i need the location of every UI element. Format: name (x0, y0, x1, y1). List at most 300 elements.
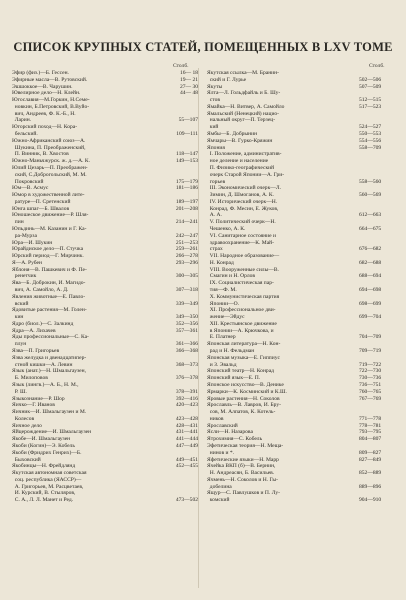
entry-title: новкин, Б.Петровский, В.Вуйо- (12, 103, 90, 110)
entry-title: Яичко—Г. Иванов (12, 402, 55, 409)
entry-columns: 722—730 (359, 368, 382, 375)
index-entry (207, 104, 393, 111)
index-entry (12, 97, 198, 104)
index-entry (12, 226, 198, 233)
entry-title: Юра—И. Шукин (12, 239, 53, 246)
index-entry (207, 307, 393, 314)
index-entry (12, 436, 198, 443)
entry-columns: 904—910 (359, 497, 382, 504)
entry-columns: 357—361 (175, 327, 198, 334)
entry-title: Ямчары—В. Гурко-Кряжин (207, 137, 273, 144)
entry-title: Ядовитые растения—М. Голен- (12, 307, 87, 314)
entry-title: Яды профессиональные—С. Ка- (12, 334, 89, 341)
index-entry (207, 375, 393, 382)
entry-columns: 793—795 (359, 429, 382, 436)
index-entry (12, 199, 198, 206)
entry-title: соц. республика (ЯАССР)— (12, 476, 82, 483)
index-entry (207, 179, 393, 186)
index-entry (207, 84, 393, 91)
entry-columns: 339—349 (175, 300, 198, 307)
index-entry (207, 199, 393, 206)
entry-title: П. Винник, В. Хвостов (12, 151, 69, 158)
index-entry (207, 253, 393, 260)
entry-title: Зимин, Д. Шмоганов, А. К. (207, 192, 274, 199)
index-entry (12, 402, 198, 409)
index-entry (12, 124, 198, 131)
entry-title: Ямбы—Б. Добрынин (207, 131, 258, 138)
entry-title: вич, А. Самойло, А. Д. (12, 287, 69, 293)
index-entry (12, 470, 198, 477)
entry-title: Южно-Африканский союз—А. (12, 137, 86, 144)
entry-title: Ямайка—Н. Витвер, А. Самойло (207, 103, 285, 110)
entry-title: Ювелирное дело—Н. Клейн. (12, 90, 81, 97)
entry-columns: 558—709 (359, 144, 382, 151)
entry-columns: 44— 48 (179, 90, 198, 97)
index-entry (12, 382, 198, 389)
entry-title: Ярмарки—К. Косминский и К.Ш. (207, 388, 287, 395)
entry-title: Юпьдинь—М. Казанин и Г. Ка- (12, 225, 87, 232)
index-entry (12, 151, 198, 158)
entry-columns: 512—515 (359, 97, 382, 104)
entry-title: Шукина, П. Преображенский, (12, 144, 86, 151)
entry-title: Н. Конрад (207, 259, 234, 266)
index-entry (12, 362, 198, 369)
index-entry (207, 172, 393, 179)
index-entry (207, 267, 393, 274)
entry-title: Юнга шпаг—Б. Швалов (12, 205, 70, 212)
entry-title: Язык (анат.)—Н. Шмальгаузен, (12, 368, 86, 375)
index-entry (207, 402, 393, 409)
entry-columns: 449—451 (175, 456, 198, 463)
index-entry (12, 375, 198, 382)
entry-columns: 517—523 (359, 103, 382, 110)
entry-columns: 767—769 (359, 395, 382, 402)
entry-title: Яблоня—В. Пашкевич и Ф. Пе- (12, 266, 87, 273)
entry-title: Югорский поход—Н. Кора- (12, 124, 78, 131)
column-divider (198, 68, 199, 588)
entry-columns: 242—247 (175, 232, 198, 239)
entry-title: Японский язык—Е. П. (207, 375, 261, 382)
index-entry (12, 396, 198, 403)
entry-columns: 392—416 (175, 395, 198, 402)
entry-columns: 55—107 (178, 117, 198, 124)
entry-columns: 352—356 (175, 320, 198, 327)
entry-columns: 550—553 (359, 131, 382, 138)
index-entry (207, 131, 393, 138)
entry-title: горьев (207, 178, 226, 185)
entry-columns: 804—807 (359, 436, 382, 443)
index-entry (12, 341, 198, 348)
entry-columns: 502—506 (359, 76, 382, 83)
index-entry (12, 287, 198, 294)
index-entry (207, 389, 393, 396)
entry-columns: 730—736 (359, 375, 382, 382)
entry-columns: 368—373 (175, 361, 198, 368)
entry-title: П. Физико-географический (207, 164, 275, 171)
index-entry (207, 287, 393, 294)
entry-title: Язва—П. Григорьев (12, 348, 60, 355)
entry-title: IV. Исторический очерк—Н. (207, 198, 278, 205)
index-entry (12, 409, 198, 416)
index-entry (207, 443, 393, 450)
entry-title: Якуты (207, 83, 223, 90)
index-entry (207, 362, 393, 369)
index-entry (207, 477, 393, 484)
entry-title: Юмор в художественной лите- (12, 192, 85, 199)
index-entry (12, 477, 198, 484)
entry-columns: 118—147 (176, 151, 198, 158)
index-entry (207, 423, 393, 430)
index-entry (12, 423, 198, 430)
entry-title: Ярославль—В. Лавров, И. Бру- (207, 402, 282, 409)
entry-columns: 376—378 (175, 375, 198, 382)
entry-title: Якобинцы—Н. Фрейдлянд (12, 463, 76, 470)
entry-columns: 149—153 (175, 158, 198, 165)
entry-title: Яйцерождение—И. Шмальгаузен (12, 429, 92, 436)
index-entry (12, 497, 198, 504)
index-entry (207, 341, 393, 348)
entry-title: Якоби (Фридрих Генрих)—Б. (12, 449, 82, 456)
entry-title: Эфетическая теория—Н. Меща- (207, 442, 284, 449)
entry-title: Ялта—Л. Гольдфайль и Б. Шу- (207, 90, 281, 97)
entry-title: И. Курский, В. Стыляров, (12, 490, 76, 497)
index-entry (12, 355, 198, 362)
index-entry (12, 192, 198, 199)
entry-title: Быховский (12, 456, 41, 463)
entry-title: Японское искусство—В. Денике (207, 381, 284, 388)
entry-title: очерк Старой Японии—А. Гри- (207, 171, 285, 178)
index-entry (207, 138, 393, 145)
entry-columns: 698—699 (359, 300, 382, 307)
entry-title: ников (207, 415, 224, 422)
index-entry (12, 117, 198, 124)
entry-columns: 704—709 (359, 334, 382, 341)
entry-title: Ядро (биол.)—С. Залкинд (12, 320, 74, 327)
index-entry (207, 355, 393, 362)
entry-title: страх (207, 246, 223, 253)
entry-title: VIII. Вооруженные силы—В. (207, 266, 279, 273)
entry-title: рад и Н. Фельдман (207, 348, 255, 355)
entry-title: в Японии—А. Крючкова, и (207, 327, 274, 334)
index-entry (12, 104, 198, 111)
entry-title: Ящур—С. Павлушков и П. Лу- (207, 490, 280, 497)
entry-title: Колесов (12, 415, 35, 422)
index-entry (12, 145, 198, 152)
entry-title: Юношеское движение—Р. Шля- (12, 212, 89, 219)
index-entry (12, 321, 198, 328)
entry-columns: 694—698 (359, 287, 382, 293)
index-entry (12, 260, 198, 267)
entry-title: Япония (207, 144, 225, 151)
entry-title: Югославия—М.Горкин, Н.Семе- (12, 97, 90, 104)
entry-title: Языкознание—Р. Шор (12, 395, 65, 402)
entry-title: Ячейка ВКП (б)—В. Бернин, (207, 463, 276, 470)
index-entry (207, 90, 393, 97)
index-entry (12, 348, 198, 355)
index-entry (207, 470, 393, 477)
entry-title: Эфирные масла—В. Рутовский. (12, 76, 88, 83)
index-entry (12, 131, 198, 138)
index-entry (12, 253, 198, 260)
entry-title: Яфетические языки—Н. Марр (207, 456, 279, 463)
index-entry (12, 307, 198, 314)
entry-title: тия—Ф. М. (207, 287, 237, 293)
entry-title: нальный округ—П. Терзец- (207, 117, 276, 124)
entry-title: Ямальский (Ненецкий) нацио- (207, 110, 280, 117)
entry-title: жение—Эйдус (207, 314, 245, 321)
entry-title: бельский. (12, 131, 38, 138)
index-entry (207, 348, 393, 355)
index-entry (12, 179, 198, 186)
index-entry (207, 436, 393, 443)
index-entry (12, 138, 198, 145)
index-entry (207, 294, 393, 301)
entry-title: XI. Профессиональное дви- (207, 307, 276, 314)
entry-title: V. Политический очерк—Н. (207, 219, 276, 226)
entry-title: Яичное дело (12, 422, 42, 429)
entry-columns: 420—423 (175, 402, 198, 409)
entry-title: Ясли—Н. Назарова (207, 429, 253, 436)
entry-title: ратуре—П. Сретенский (12, 198, 71, 205)
index-entry (12, 240, 198, 247)
entry-title: VII. Народное образование— (207, 253, 280, 260)
entry-columns: 428—431 (175, 422, 198, 429)
entry-title: X. Коммунистическая партия (207, 293, 280, 300)
entry-title: Якобе—И. Шмальгаузен (12, 436, 71, 443)
index-entry (12, 334, 198, 341)
entry-title: Якутская автономная советская (12, 470, 87, 477)
index-entry (207, 260, 393, 267)
entry-columns: 349—350 (175, 314, 198, 321)
index-entry (207, 484, 393, 491)
entry-title: Ява—Б. Доброкин, И. Магидо- (12, 280, 86, 287)
entry-title: Юрский период—Г. Мирчинк. (12, 253, 84, 260)
entry-title: Юм—В. Асмус (12, 185, 49, 192)
entry-columns: 676—682 (359, 246, 382, 253)
index-entry (12, 172, 198, 179)
index-entry (207, 490, 393, 497)
index-entry (207, 416, 393, 423)
entry-title: Яровые растения—Н. Соколов (207, 395, 280, 402)
right-column-header: Столб. (369, 63, 385, 69)
entry-columns: 293—296 (175, 259, 198, 266)
entry-title: Яичник—И. Шмальгаузен и М. (12, 409, 87, 416)
index-entry (12, 328, 198, 335)
entry-columns: 447—449 (175, 442, 198, 449)
entry-columns: 423—428 (175, 415, 198, 422)
entry-columns: 431—441 (175, 429, 198, 436)
index-entry (12, 185, 198, 192)
entry-title: Н. Андреасян, Б. Васильев. (207, 470, 275, 477)
entry-title: ский и Г. Лурье (207, 76, 247, 83)
entry-columns: 889—896 (359, 483, 382, 490)
index-entry (12, 158, 198, 165)
entry-title: ренетчик (12, 273, 37, 280)
index-entry (12, 111, 198, 118)
entry-columns: 452—455 (175, 463, 198, 470)
index-entry (207, 97, 393, 104)
entry-columns: 259—261 (175, 246, 198, 253)
index-entry (12, 294, 198, 301)
entry-title: Я—А. Рубен (12, 259, 42, 266)
index-entry (207, 450, 393, 457)
index-entry (12, 212, 198, 219)
index-entry (12, 280, 198, 287)
index-entry (12, 484, 198, 491)
index-entry (207, 457, 393, 464)
index-entry (12, 389, 198, 396)
entry-title: С. А., Л. Л. Манет и Ред. (12, 497, 74, 504)
entry-title: Ярославский (207, 422, 238, 429)
right-column (207, 70, 393, 504)
entry-columns: 109—111 (176, 131, 198, 138)
entry-columns: 175—179 (175, 178, 198, 185)
index-entry (207, 111, 393, 118)
index-entry (12, 219, 198, 226)
left-column (12, 70, 198, 504)
index-entry (12, 165, 198, 172)
index-entry (12, 233, 198, 240)
entry-columns: 266—278 (175, 253, 198, 260)
entry-columns: 19— 21 (179, 76, 198, 83)
entry-columns: 181—186 (175, 185, 198, 192)
index-entry (207, 158, 393, 165)
entry-columns: 760—765 (359, 388, 382, 395)
entry-title: Покровский (12, 178, 44, 185)
entry-title: Юлий Цезарь—П. Преображен- (12, 164, 88, 171)
index-entry (207, 117, 393, 124)
entry-title: стной кишки—А. Левин (12, 361, 73, 368)
entry-title: Е. Платнер (207, 334, 236, 341)
index-entry (12, 314, 198, 321)
index-entry (207, 409, 393, 416)
entry-title: кий (207, 124, 219, 131)
entry-columns: 664—675 (359, 225, 382, 232)
entry-title: Ларин. (12, 117, 32, 124)
index-entry (207, 219, 393, 226)
entry-columns: 827—849 (359, 456, 382, 463)
entry-columns: 699—704 (359, 314, 382, 321)
entry-title: ский, С.Доброгольский, М. М. (12, 171, 87, 178)
entry-columns: 201—208 (175, 205, 198, 212)
entry-columns: 682—688 (359, 259, 382, 266)
entry-title: кин (12, 314, 24, 321)
entry-title: Ятрохимия—С. Кобель (207, 436, 263, 443)
index-entry (207, 382, 393, 389)
entry-columns: 189—197 (175, 198, 198, 205)
entry-title: добелина (207, 483, 232, 490)
entry-columns: 307—318 (175, 287, 198, 293)
entry-columns: 719—722 (359, 361, 382, 368)
entry-columns: 554—556 (359, 137, 382, 144)
index-entry (207, 368, 393, 375)
index-entry (12, 429, 198, 436)
entry-columns: 378—391 (175, 388, 198, 395)
entry-title: А. Григорьев, М. Расцветаев, (12, 483, 84, 490)
index-entry (207, 396, 393, 403)
entry-columns: 778—781 (359, 422, 382, 429)
entry-title: Эшшоккое—В. Чарушин. (12, 83, 73, 90)
index-entry (12, 490, 198, 497)
entry-columns: 852—889 (359, 470, 382, 477)
index-entry (207, 212, 393, 219)
index-entry (12, 267, 198, 274)
index-entry (207, 233, 393, 240)
entry-columns: 688—694 (359, 273, 382, 280)
entry-title: Ячмень—Н. Соколов и Н. Гы- (207, 476, 278, 483)
index-entry (207, 165, 393, 172)
index-entry (207, 321, 393, 328)
index-entry (207, 151, 393, 158)
index-entry (12, 90, 198, 97)
entry-title: Японская литература—Н. Кон- (207, 341, 281, 348)
index-entry (12, 450, 198, 457)
entry-columns: 507—509 (359, 83, 382, 90)
index-entry (12, 77, 198, 84)
left-column-header: Столб. (173, 63, 189, 69)
entry-title: Смагин и Н. Орлов (207, 273, 256, 280)
index-entry (207, 185, 393, 192)
index-entry (207, 124, 393, 131)
index-entry (12, 457, 198, 464)
entry-title: ное деление и население (207, 158, 269, 165)
entry-title: Конрад, Ф. Месин, Е. Жуков, (207, 205, 279, 212)
entry-title: Эфир (физ.)—Б. Гессен. (12, 70, 69, 76)
entry-title: Южно-Маньчжурск. ж. д.—А. К. (12, 158, 90, 165)
entry-columns: 366—368 (175, 348, 198, 355)
entry-columns: 27— 30 (179, 83, 198, 90)
entry-title: Якутская ссылка—М. Бранин- (207, 70, 279, 76)
entry-title: Б. Милоповов (12, 375, 48, 382)
index-entry (207, 328, 393, 335)
entry-columns: 473—502 (175, 497, 198, 504)
entry-columns: 214—241 (175, 219, 198, 226)
index-entry (207, 206, 393, 213)
entry-title: Язык (лингв.)—А. Б., Н. М., (12, 381, 79, 388)
entry-title: III. Экономический очерк—Л. (207, 185, 281, 192)
entry-columns: 361—366 (175, 341, 198, 348)
index-entry (207, 240, 393, 247)
index-entry (12, 416, 198, 423)
entry-title: Язва желудка и двенадцатипер- (12, 354, 87, 361)
entry-columns: 558—560 (359, 178, 382, 185)
page-title: СПИСОК КРУПНЫХ СТАТЕЙ, ПОМЕЩЕННЫХ В LXV ТОМЕ (13, 40, 393, 54)
index-entry (207, 145, 393, 152)
entry-columns: 612—663 (359, 212, 382, 219)
entry-title: Р. Ш. (12, 388, 27, 395)
index-entry (12, 206, 198, 213)
entry-columns: 251—253 (175, 239, 198, 246)
entry-title: стов (207, 97, 220, 104)
entry-columns: 709—719 (359, 348, 382, 355)
entry-title: нинов и *. (207, 449, 234, 456)
index-entry (12, 246, 198, 253)
entry-title: вич, Андреев, Ф. К.-Б., Н. (12, 110, 76, 117)
index-entry (207, 497, 393, 504)
entry-title: А. А. (207, 212, 222, 219)
entry-title: Якоби (Когин)—Э. Кобель (12, 442, 75, 449)
entry-columns: 809—827 (359, 449, 382, 456)
index-entry (12, 463, 198, 470)
entry-title: Японии—О. (207, 300, 240, 307)
entry-title: IX. Социалистическая пар- (207, 280, 274, 287)
entry-title: Японская музыка—Е. Гиппиус (207, 354, 280, 361)
entry-title: плун (12, 341, 27, 348)
index-entry (12, 443, 198, 450)
entry-title: пин (12, 219, 24, 226)
entry-columns: 441—444 (175, 436, 198, 443)
entry-title: комский (207, 497, 230, 504)
